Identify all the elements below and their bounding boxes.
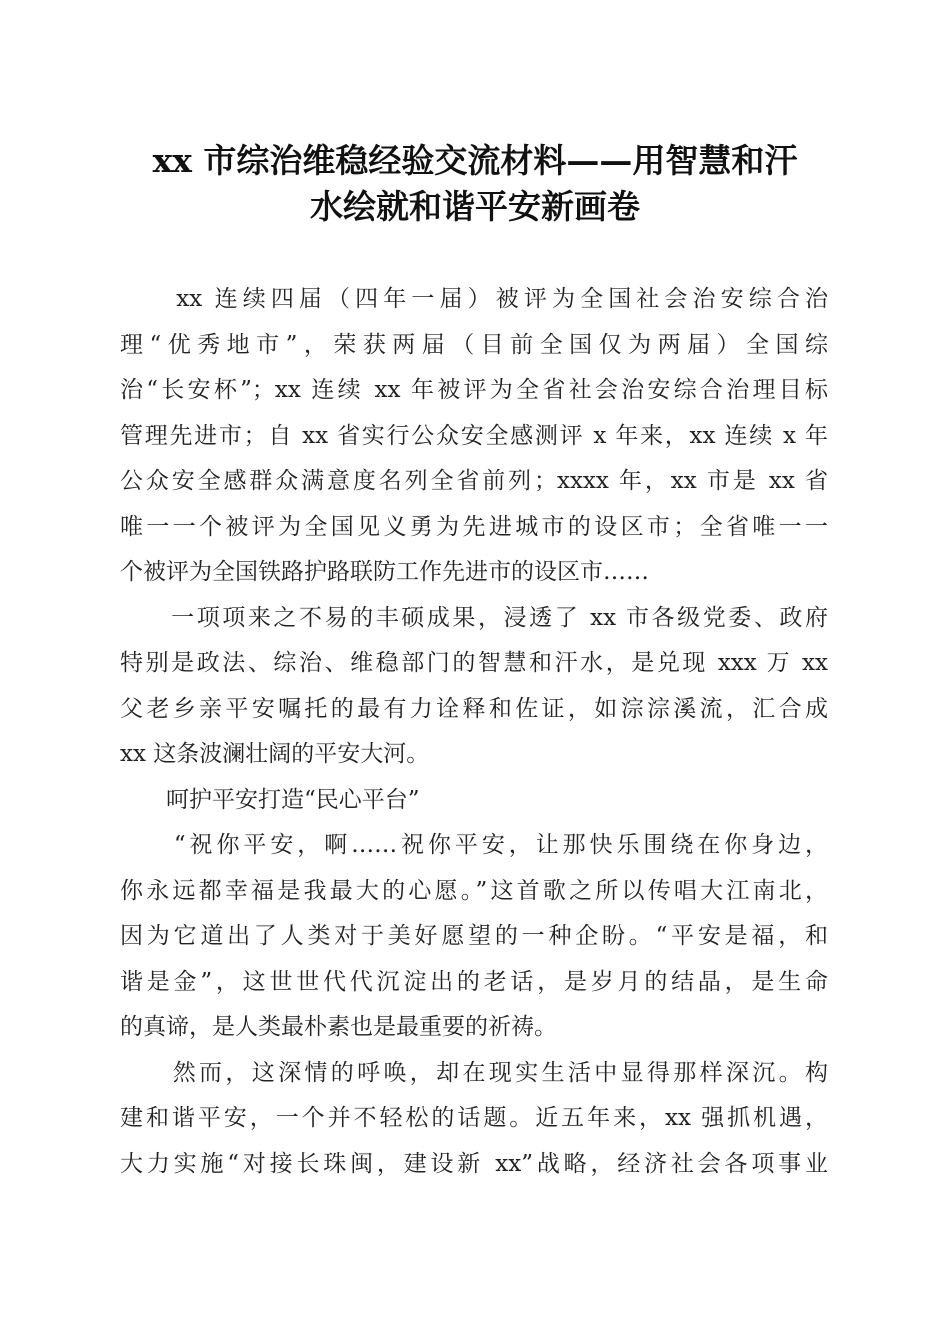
text-line: 然而，这深情的呼唤，却在现实生活中显得那样深沉。构 xyxy=(120,1059,828,1086)
text-line: 管理先进市；自 xx 省实行公众安全感测评 x 年来，xx 连续 x 年 xyxy=(120,422,828,449)
text-line: 谐是金”，这世世代代沉淀出的老话，是岁月的结晶，是生命 xyxy=(120,968,828,995)
text-line: 个被评为全国铁路护路联防工作先进市的设区市…… xyxy=(120,559,649,585)
paragraph-challenge xyxy=(120,1051,828,1188)
text-line: 一项项来之不易的丰硕成果，浸透了 xx 市各级党委、政府 xyxy=(120,604,828,631)
text-line: 呵护平安打造“民心平台” xyxy=(120,786,420,813)
text-line: “祝你平安，啊……祝你平安，让那快乐围绕在你身边， xyxy=(120,832,828,858)
text-line: 建和谐平安，一个并不轻松的话题。近五年来，xx 强抓机遇， xyxy=(120,1105,828,1131)
text-line: xx 这条波澜壮阔的平安大河。 xyxy=(120,741,430,767)
text-line: 理“优秀地市”，荣获两届（目前全国仅为两届）全国综 xyxy=(120,331,828,358)
text-line: xx 连续四届（四年一届）被评为全国社会治安综合治 xyxy=(120,286,828,312)
text-line: 大力实施“对接长珠闽，建设新 xx”战略，经济社会各项事业 xyxy=(120,1150,828,1177)
text-line: 的真谛，是人类最朴素也是最重要的祈祷。 xyxy=(120,1014,557,1040)
title-line-1: xx 市综治维稳经验交流材料——用智慧和汗 xyxy=(152,141,798,180)
text-line: 你永远都幸福是我最大的心愿。”这首歌之所以传唱大江南北， xyxy=(120,877,828,904)
text-line: 父老乡亲平安嘱托的最有力诠释和佐证，如淙淙溪流，汇合成 xyxy=(120,695,828,722)
text-line: 因为它道出了人类对于美好愿望的一种企盼。“平安是福，和 xyxy=(120,923,828,949)
title-line-2: 水绘就和谐平安新画卷 xyxy=(310,187,640,226)
section-heading xyxy=(120,778,828,824)
document-body xyxy=(120,277,828,1187)
paragraph-achievements xyxy=(120,596,828,778)
text-line: 特别是政法、综治、维稳部门的智慧和汗水，是兑现 xxx 万 xx xyxy=(120,650,828,676)
text-line: 治“长安杯”；xx 连续 xx 年被评为全省社会治安综合治理目标 xyxy=(120,377,828,403)
paragraph-honors xyxy=(120,277,828,596)
text-line: 唯一一个被评为全国见义勇为先进城市的设区市；全省唯一一 xyxy=(120,513,828,540)
paragraph-song xyxy=(120,823,828,1051)
page-title xyxy=(100,138,850,230)
text-line: 公众安全感群众满意度名列全省前列；xxxx 年，xx 市是 xx 省 xyxy=(120,468,828,494)
